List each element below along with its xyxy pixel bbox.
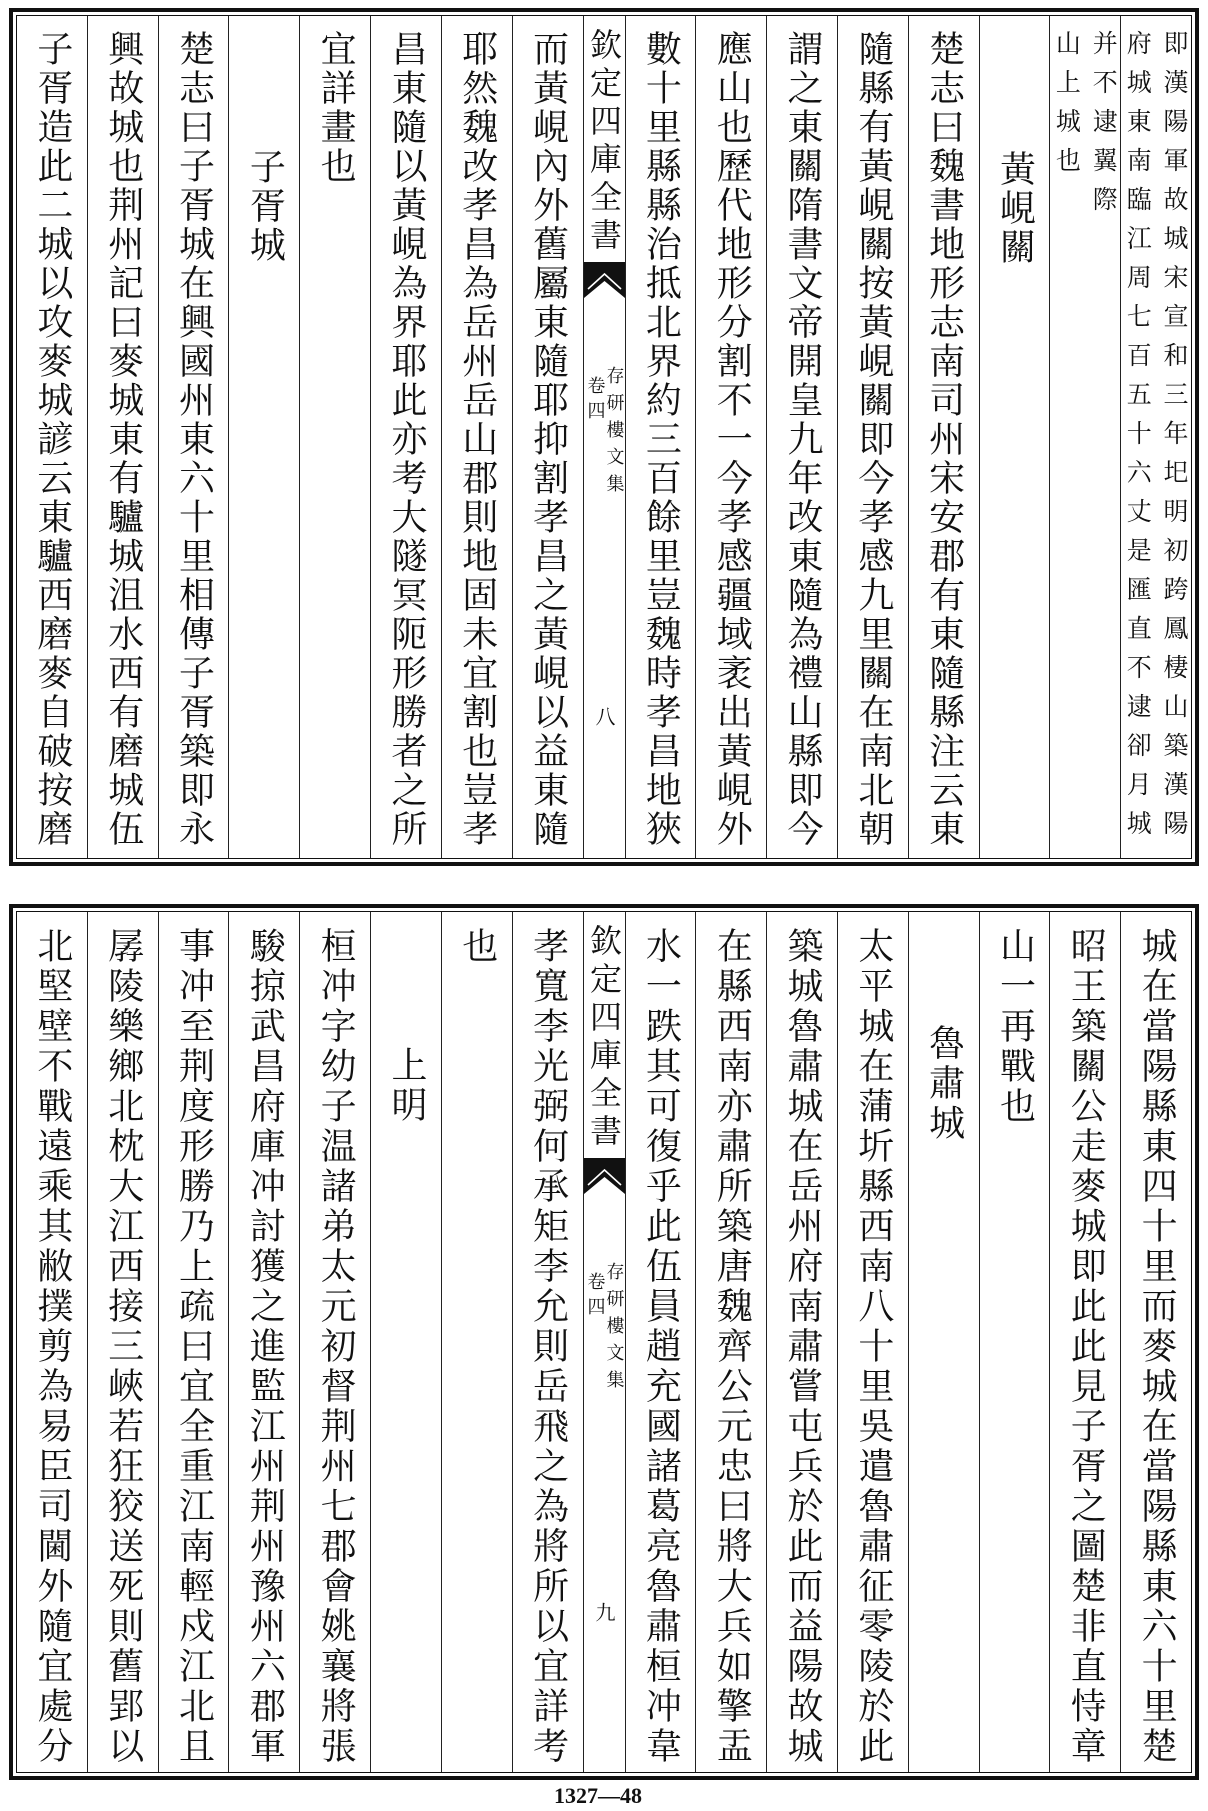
heading-column [370, 912, 441, 1772]
text-column [87, 912, 158, 1772]
text-column [228, 912, 299, 1772]
text-line: 事冲至荆度形勝乃上疏曰宜全重江南輕戍江北且 [173, 927, 215, 1767]
fishtail-icon [584, 262, 625, 298]
series-title: 欽定四庫全書 [585, 924, 623, 1152]
heading-column [228, 16, 299, 858]
page-panel-lower [9, 904, 1199, 1780]
page-panel-upper [9, 8, 1199, 866]
text-column [17, 16, 87, 858]
text-line: 應山也歷代地形分割不一今孝感疆域袤出黃峴外 [711, 30, 753, 849]
note-column [1049, 16, 1120, 858]
text-line: 在縣西南亦肅所築唐魏齊公元忠曰將大兵如擎盂 [711, 927, 753, 1767]
text-line: 楚志曰魏書地形志南司州宋安郡有東隨縣注云東 [923, 30, 965, 849]
text-line: 孱陵樂鄉北枕大江西接三峽若狂狡送死則舊郢以 [102, 927, 144, 1767]
text-column [1120, 912, 1191, 1772]
note-line: 府城東南臨江周七百五十六丈是匯直不逮卻月城 [1123, 30, 1153, 849]
text-column [158, 912, 229, 1772]
text-column [979, 912, 1050, 1772]
text-line: 駿掠武昌府庫冲討獲之進監江州荆州豫州六郡軍 [244, 927, 286, 1767]
section-heading: 上明 [385, 1046, 427, 1126]
leaf-number: 九 [592, 1602, 616, 1622]
fold-column [583, 16, 625, 858]
fold-column [583, 912, 625, 1772]
column-grid [16, 911, 1192, 1773]
text-column [158, 16, 229, 858]
text-line: 城在當陽縣東四十里而麥城在當陽縣東六十里楚 [1136, 927, 1178, 1767]
text-line: 山一再戰也 [994, 927, 1036, 1127]
book-title: 存研樓文集 [603, 1262, 625, 1397]
text-line: 宜詳畫也 [315, 30, 357, 186]
text-line: 子胥造此二城以攻麥城諺云東驢西磨麥自破按磨 [31, 30, 73, 849]
text-line: 也 [456, 927, 498, 967]
text-line: 太平城在蒲圻縣西南八十里吳遣魯肅征零陵於此 [852, 927, 894, 1767]
text-column [837, 16, 908, 858]
fishtail-icon [584, 1158, 625, 1194]
text-line: 楚志曰子胥城在興國州東六十里相傳子胥築即永 [173, 30, 215, 849]
text-column [299, 16, 370, 858]
column-grid [16, 15, 1192, 859]
text-column [87, 16, 158, 858]
text-column [766, 912, 837, 1772]
section-heading: 黃峴關 [994, 150, 1036, 267]
page-number: 1327—48 [554, 1783, 642, 1808]
text-line: 築城魯肅城在岳州府南肅嘗屯兵於此而益陽故城 [782, 927, 824, 1767]
text-column [625, 912, 696, 1772]
text-column [512, 912, 583, 1772]
text-column [908, 16, 979, 858]
text-column [695, 16, 766, 858]
note-line: 并不逮翼際 [1089, 30, 1119, 225]
text-column [370, 16, 441, 858]
text-line: 數十里縣縣治抵北界約三百餘里豈魏時孝昌地狹 [640, 30, 682, 849]
text-line: 昌東隨以黃峴為界耶此亦考大隧冥阨形勝者之所 [385, 30, 427, 849]
text-column [837, 912, 908, 1772]
text-column [625, 16, 696, 858]
text-line: 謂之東關隋書文帝開皇九年改東隨為禮山縣即今 [782, 30, 824, 849]
text-column [299, 912, 370, 1772]
juan-label: 卷四 [584, 1272, 606, 1322]
text-line: 耶然魏改孝昌為岳州岳山郡則地固未宜割也豈孝 [456, 30, 498, 849]
text-column [766, 16, 837, 858]
section-heading: 子胥城 [244, 148, 286, 265]
heading-column [908, 912, 979, 1772]
text-line: 昭王築關公走麥城即此此見子胥之圖楚非直恃章 [1065, 927, 1107, 1767]
note-line: 即漢陽軍故城宋宣和三年圯明初跨鳳棲山築漢陽 [1160, 30, 1189, 849]
note-line: 山上城也 [1052, 30, 1082, 186]
series-title: 欽定四庫全書 [585, 28, 623, 256]
text-line: 桓冲字幼子温諸弟太元初督荆州七郡會姚襄將張 [315, 927, 357, 1767]
text-line: 水一跌其可復乎此伍員趙充國諸葛亮魯肅桓冲韋 [640, 927, 682, 1767]
text-line: 隨縣有黃峴關按黃峴關即今孝感九里關在南北朝 [852, 30, 894, 849]
text-line: 興故城也荆州記曰麥城東有驢城沮水西有磨城伍 [102, 30, 144, 849]
note-column [1120, 16, 1191, 858]
leaf-number: 八 [592, 706, 616, 726]
juan-label: 卷四 [584, 376, 606, 426]
text-column [1049, 912, 1120, 1772]
text-line: 而黃峴內外舊屬東隨耶抑割孝昌之黃峴以益東隨 [527, 30, 569, 849]
text-column [695, 912, 766, 1772]
heading-column [979, 16, 1050, 858]
text-line: 北堅壁不戰遠乘其敝撲剪為易臣司閫外隨宜處分 [31, 927, 73, 1767]
section-heading: 魯肅城 [923, 1024, 965, 1144]
text-column [441, 912, 512, 1772]
text-column [512, 16, 583, 858]
book-title: 存研樓文集 [603, 366, 625, 501]
text-column [17, 912, 87, 1772]
text-column [441, 16, 512, 858]
text-line: 孝寬李光弼何承矩李允則岳飛之為將所以宜詳考 [527, 927, 569, 1767]
